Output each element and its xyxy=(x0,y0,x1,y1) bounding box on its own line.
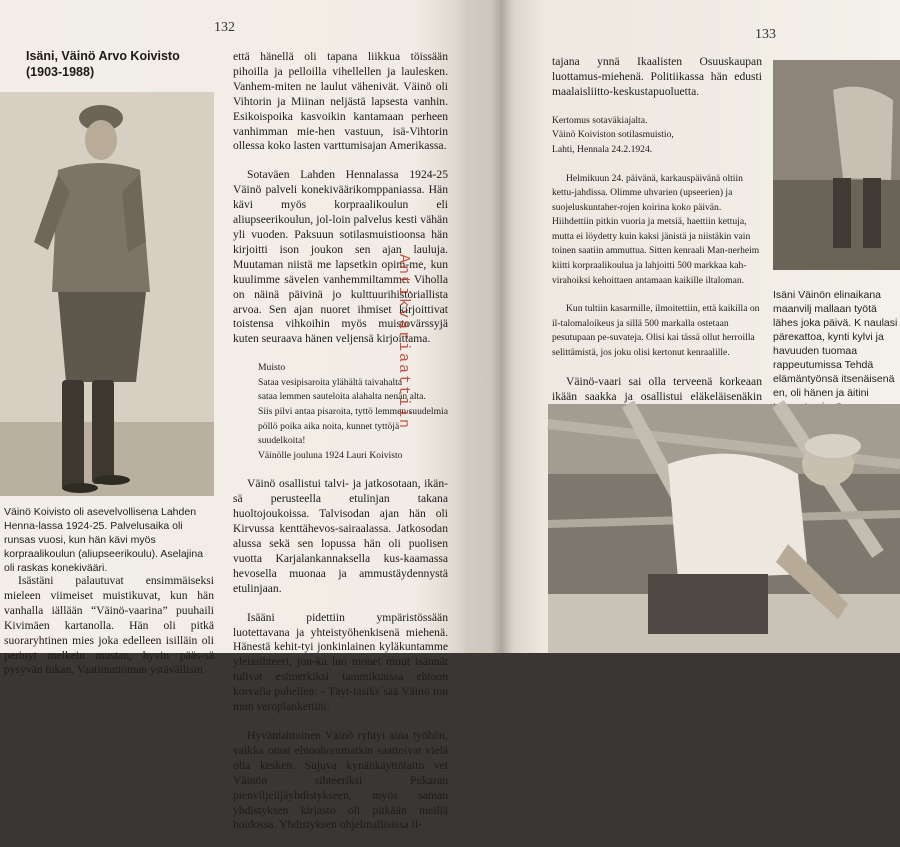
soldier-photo-caption: Väinö Koivisto oli asevelvollisena Lahden Henna-lassa 1924-25. Palvelusaika oli runsas vuosi, kun hän kävi myös korpraalikoulun (aliupseerikoulu). Aselajina oli raskas konekivääri. xyxy=(4,506,204,574)
heading-name: Isäni, Väinö Arvo Koivisto xyxy=(26,49,180,63)
paragraph: tajana ynnä Ikaalisten Osuuskaupan luottamus-miehenä. Politiikassa hän edusti maalaisliitto-keskustapuoluetta. xyxy=(552,55,762,98)
diary-paragraph: Helmikuun 24. päivänä, karkauspäivänä oltiin kettu-jahdissa. Olimme uhvarien (upseerien) ja suojeluskuntaher-rojen koirina koko päivän. Hiihdettiin pitkin vuoria ja metsiä, haettiin kettuja, mutta ei löydetty kuin kaksi jänistä ja niistäkin vain toinen saatiin ammuttua. Sitten kenraali Man-nerheim kiitti korpraalikoulua ja lahjoitti 500 markkaa kah-virahoiksi kehoittaen antamaan kaikille iltaloman. xyxy=(552,172,760,286)
heading-years: (1903-1988) xyxy=(26,65,95,79)
paragraph: että hänellä oli tapana liikkua töissään pihoilla ja pelloilla vihellellen ja laulesken. Vanhem-miten ne laulut vähenivät. Väinö oli Vihtorin ja Miinan neljästä lapsesta vanhin. Esikoispoika kasvoikin kantamaan perheen vanhimman mie-hen vastuun, isä-Vihtorin ollessa koko lasten varttumisajan Amerikassa. xyxy=(233,50,448,153)
verse-line: Siis pilvi antaa pisaroita, tyttö lemmen suudelmia xyxy=(258,406,448,417)
paragraph: Väinö osallistui talvi- ja jatkosotaan, ikän-sä perusteella etulinjan takana huoltojoukoissa. Talvisodan ajan hän oli Kirvussa kenttähevos-sairaalassa. Jatkosodan alussa sekä sen lopussa hän oli puolisen vuotta Karjalankannaksella kus-kaamassa hevosella muonaa ja ammustäydennystä etulinjaan. xyxy=(233,477,448,595)
verse-line: pöllö poika aika noita, kunnet tyttöjä suudelkoita! xyxy=(258,420,400,447)
diary-intro-line: Kertomus sotaväkiajalta. xyxy=(552,114,648,126)
memory-verse xyxy=(258,361,448,463)
paragraph: Sotaväen Lahden Hennalassa 1924-25 Väinö palveli konekiväärikomppaniassa. Hän kävi myös korpraalikoulun eli aliupseerikoulun, jol-loin palvelus kesti vähän yli vuoden. Paksuun sotilasmuistioonsa hän kirjoitti ison joukon sen ajan lauluja. Muutaman niistä me lapsetkin opim-me, kun kuulimme sävelen vanhemmiltamme. Viholla on näinä päivinä jo kulttuurihistoriallista arvoa. Sen ajan nuoret ihmiset kirjoittivat toistensa vihkoihin myös muistovärssyjä kuten seuraava hänen veljensä kirjoittama. xyxy=(233,168,448,346)
paragraph: Väinö-vaari sai olla terveenä korkeaan ikään saakka ja osallistui eläkeläisenäkin xyxy=(552,374,762,403)
soldier-portrait-illustration xyxy=(0,92,214,496)
paragraph: Isääni pidettiin ympäristössään luotettavana ja yhteistyöhenkisenä miehenä. Hänestä kehit-tyi jonkinlainen kyläkuntamme yleissihteeri, jon-ka luo monet muut isännät tulivat esimerkiksi tammikuussa ehtoon korvalla puhellen: - Täyt-täsiks´sää Väinö ton mun veroplankettini. xyxy=(233,610,448,714)
roof-work-photo xyxy=(548,404,900,653)
diary-paragraph: Kun tultiin kasarmille, ilmoitettiin, että kaikilla on il-talomaloikeus ja sillä 500 markalla ostetaan pesutupaan pe-suvateja. Olisi kai tässä ollut herroilla selittämistä, jos joku olisi kertonut kenraalille. xyxy=(552,303,760,359)
soldier-portrait-photo xyxy=(0,92,214,496)
diary-intro xyxy=(552,114,762,158)
verse-line: sataa lemmen sauteloita alahalta nenän alta. xyxy=(258,391,426,403)
roof-work-illustration xyxy=(548,404,900,653)
field-work-illustration xyxy=(773,60,900,270)
verse-signature: Väinölle jouluna 1924 Lauri Koivisto xyxy=(258,449,403,461)
page-number-right: 133 xyxy=(755,27,776,42)
field-work-photo xyxy=(773,60,900,270)
chapter-heading xyxy=(26,48,216,80)
verse-line: Muisto xyxy=(258,362,286,374)
middle-column-text xyxy=(233,50,448,847)
diary-intro-line: Lahti, Hennala 24.2.1924. xyxy=(552,143,653,155)
seller-watermark-stamp: Antikvariaattiin xyxy=(395,254,412,431)
left-column-paragraph xyxy=(4,574,214,692)
diary-intro-line: Väinö Koiviston sotilasmuistio, xyxy=(552,129,674,141)
field-photo-caption: Isäni Väinön elinaikana maanvilj mallaan työtä lähes joka päivä. K naulasi päreкattoa, kynti kylvi ja havuuden tuomaa rappeutumissa Tehdä elämäntyönsä itsenäisenä en, oli hänen ja äitini xyxy=(773,289,898,399)
verse-line: Sataa vesipisaroita ylähältä taivahalta xyxy=(258,376,403,388)
paragraph: Isästäni palautuvat ensimmäiseksi mieleen viimeiset muistikuvat, kun hän vanhalla iällään “Väinö-vaarina” puuhaili Kivimäen kartanolla. Hän oli pitkä suoraryhtinen mies joka edelleen isilläin oli perinyt melkein mustan, hyvin pääs-sä pysyvän tukan. Vaatimattoman ystävällisin xyxy=(4,574,214,677)
paragraph: Hyväntahtoinen Väinö ryhtyi aina työhön, vaikka omat ehtoohommatkin saattoivat vielä olla kesken. Sujuva kynänkäyttötaito vei Väinön sihteeriksi Pukaran pienviljelijäyhdistykseen, myös saman yhdistyksen kirjasto oli pitkään meillä hoidossa. Yhdistyksen ohjelmallisissa il- xyxy=(233,728,448,832)
book-gutter xyxy=(455,0,545,653)
page-number-left: 132 xyxy=(214,20,235,35)
